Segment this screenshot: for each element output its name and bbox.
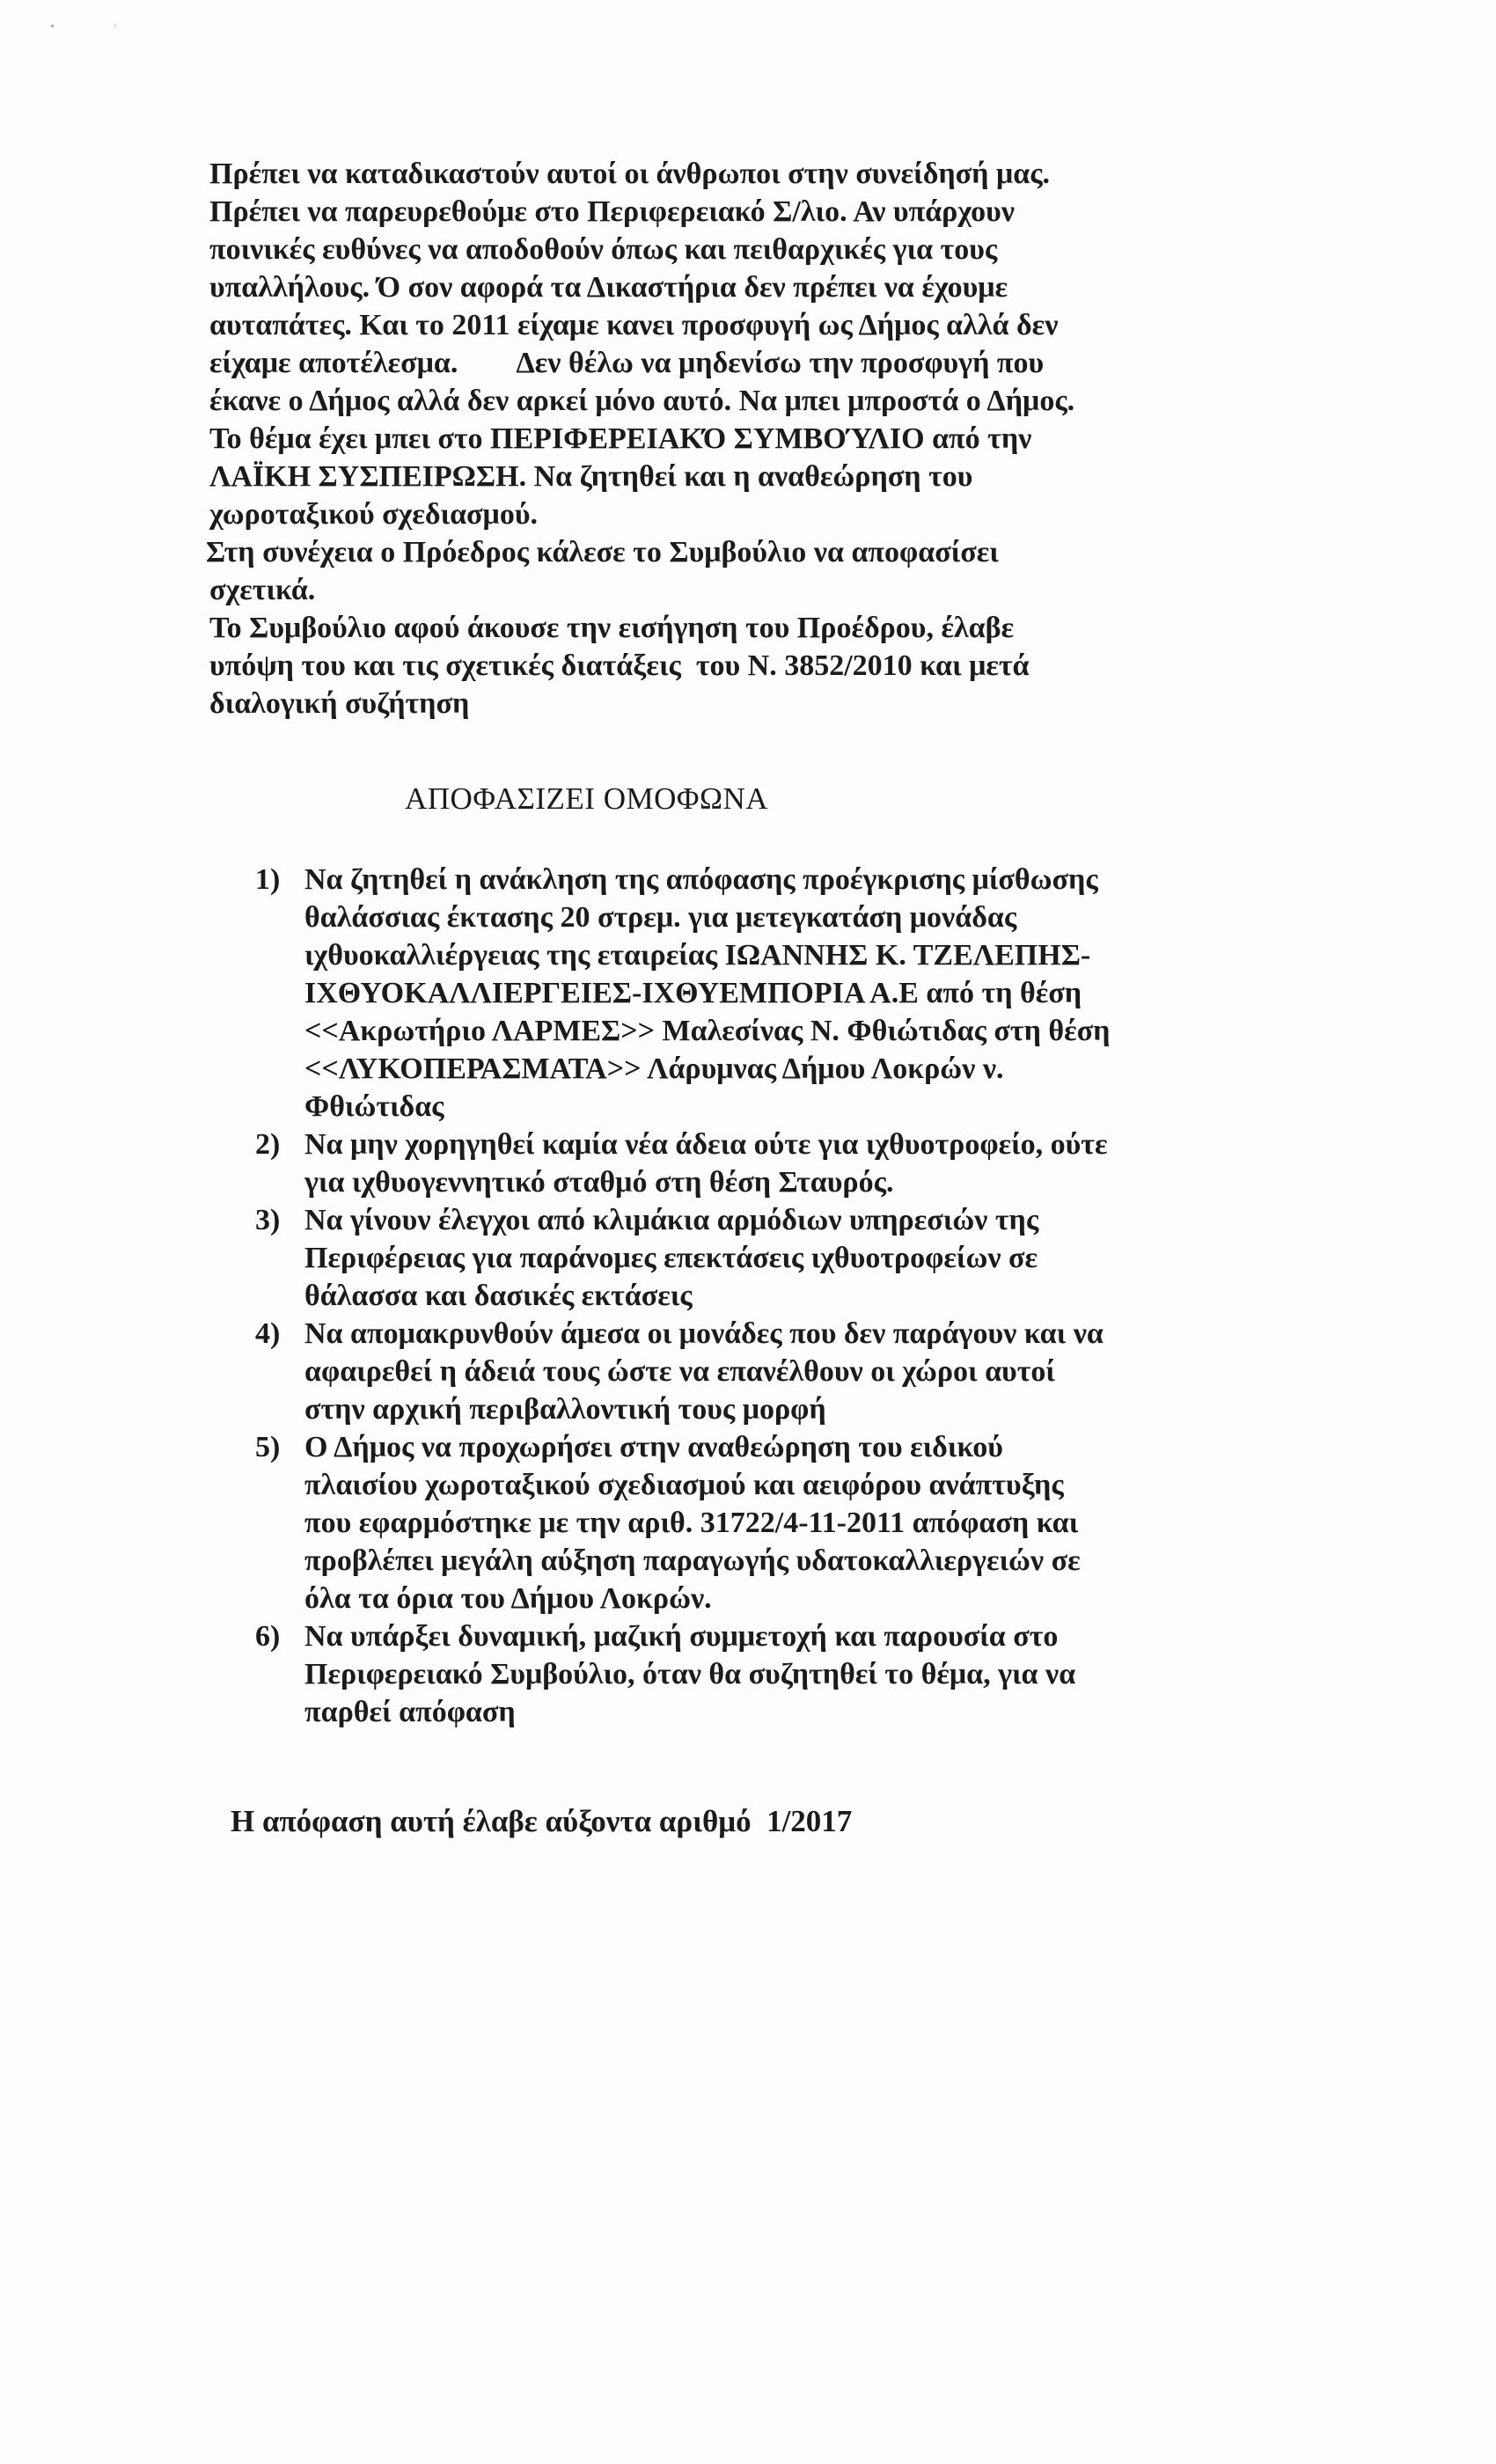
scan-speck bbox=[114, 25, 116, 26]
item-line: που εφαρμόστηκε με την αριθ. 31722/4-11-2011 απόφαση και bbox=[304, 1507, 1079, 1539]
item-line: Να ζητηθεί η ανάκληση της απόφασης προέγκρισης μίσθωσης bbox=[304, 863, 1098, 896]
item-line: Ο Δήμος να προχωρήσει στην αναθεώρηση του ειδικού bbox=[304, 1431, 1003, 1463]
item-number: 3) bbox=[255, 1204, 281, 1236]
intro-line: σχετικά. bbox=[209, 574, 316, 606]
item-line: Να υπάρξει δυναμική, μαζική συμμετοχή και παρουσία στο bbox=[304, 1620, 1059, 1653]
item-line: θάλασσα και δασικές εκτάσεις bbox=[304, 1280, 693, 1312]
item-number: 1) bbox=[255, 863, 281, 896]
item-line: προβλέπει μεγάλη αύξηση παραγωγής υδατοκαλλιεργειών σε bbox=[304, 1544, 1081, 1577]
item-line: Να μην χορηγηθεί καμία νέα άδεια ούτε για ιχθυοτροφείο, ούτε bbox=[304, 1128, 1108, 1161]
item-number: 6) bbox=[255, 1620, 281, 1653]
decision-item-2 bbox=[255, 1126, 1311, 1201]
item-line: θαλάσσιας έκτασης 20 στρεμ. για μετεγκατάση μονάδας bbox=[304, 901, 1017, 934]
decision-item-6 bbox=[255, 1617, 1311, 1731]
scan-speck bbox=[51, 25, 54, 27]
intro-line: Το θέμα έχει μπει στο ΠΕΡΙΦΕΡΕΙΑΚΌ ΣΥΜΒΟΎΛΙΟ από την bbox=[209, 422, 1032, 455]
intro-line: Πρέπει να παρευρεθούμε στο Περιφερειακό Σ/λιο. Αν υπάρχουν bbox=[209, 195, 1015, 228]
item-text bbox=[304, 861, 1311, 1126]
item-line: πλαισίου χωροταξικού σχεδιασμού και αειφόρου ανάπτυξης bbox=[304, 1469, 1064, 1501]
item-number: 4) bbox=[255, 1317, 281, 1350]
intro-line: χωροταξικού σχεδιασμού. bbox=[209, 498, 538, 531]
item-line: για ιχθυογεννητικό σταθμό στη θέση Σταυρός. bbox=[304, 1166, 894, 1199]
item-text bbox=[304, 1201, 1311, 1315]
intro-line: Στη συνέχεια ο Πρόεδρος κάλεσε το Συμβούλιο να αποφασίσει bbox=[206, 536, 999, 568]
item-text bbox=[304, 1315, 1311, 1428]
item-number: 5) bbox=[255, 1431, 281, 1463]
decision-list bbox=[255, 861, 1311, 1731]
intro-line: Πρέπει να καταδικαστούν αυτοί οι άνθρωποι στην συνείδησή μας. bbox=[209, 158, 1051, 190]
item-line: παρθεί απόφαση bbox=[304, 1696, 516, 1728]
intro-line: διαλογική συζήτηση bbox=[209, 687, 470, 720]
item-line: ιχθυοκαλλιέργειας της εταιρείας ΙΩΑΝΝΗΣ Κ. ΤΖΕΛΕΠΗΣ- bbox=[304, 939, 1091, 972]
intro-line: αυταπάτες. Και το 2011 είχαμε κανει προσφυγή ως Δήμος αλλά δεν bbox=[209, 309, 1059, 341]
item-line: Φθιώτιδας bbox=[304, 1090, 444, 1123]
item-line: <<Ακρωτήριο ΛΑΡΜΕΣ>> Μαλεσίνας Ν. Φθιώτιδας στη θέση bbox=[304, 1015, 1111, 1047]
decision-heading: ΑΠΟΦΑΣΙΖΕΙ ΟΜΟΦΩΝΑ bbox=[405, 781, 769, 816]
item-line: Περιφέρειας για παράνομες επεκτάσεις ιχθυοτροφείων σε bbox=[304, 1242, 1038, 1274]
intro-line: έκανε ο Δήμος αλλά δεν αρκεί μόνο αυτό. Να μπει μπροστά ο Δήμος. bbox=[209, 385, 1075, 417]
item-text bbox=[304, 1126, 1311, 1201]
intro-line: υπαλλήλους. Ό σον αφορά τα Δικαστήρια δεν πρέπει να έχουμε bbox=[209, 271, 1008, 304]
decision-item-3 bbox=[255, 1201, 1311, 1315]
item-line: <<ΛΥΚΟΠΕΡΑΣΜΑΤΑ>> Λάρυμνας Δήμου Λοκρών ν. bbox=[304, 1052, 1004, 1085]
item-line: αφαιρεθεί η άδειά τους ώστε να επανέλθουν οι χώροι αυτοί bbox=[304, 1355, 1055, 1388]
item-line: ΙΧΘΥΟΚΑΛΛΙΕΡΓΕΙΕΣ-ΙΧΘΥΕΜΠΟΡΙΑ Α.Ε από τη θέση bbox=[304, 977, 1082, 1009]
decision-number-statement: Η απόφαση αυτή έλαβε αύξοντα αριθμό 1/2017 bbox=[231, 1804, 853, 1838]
intro-line: ΛΑΪΚΗ ΣΥΣΠΕΙΡΩΣΗ. Να ζητηθεί και η αναθεώρηση του bbox=[209, 460, 973, 493]
item-line: Περιφερειακό Συμβούλιο, όταν θα συζητηθεί το θέμα, για να bbox=[304, 1658, 1076, 1690]
decision-item-1 bbox=[255, 861, 1311, 1126]
intro-line: υπόψη του και τις σχετικές διατάξεις του Ν. 3852/2010 και μετά bbox=[209, 649, 1030, 682]
decision-item-4 bbox=[255, 1315, 1311, 1428]
item-text bbox=[304, 1617, 1311, 1731]
decision-item-5 bbox=[255, 1428, 1311, 1617]
intro-line: είχαμε αποτέλεσμα. Δεν θέλω να μηδενίσω την προσφυγή που bbox=[209, 347, 1045, 379]
intro-paragraph bbox=[206, 155, 1075, 722]
intro-line: ποινικές ευθύνες να αποδοθούν όπως και πειθαρχικές για τους bbox=[209, 233, 998, 266]
intro-line: Το Συμβούλιο αφού άκουσε την εισήγηση του Προέδρου, έλαβε bbox=[209, 612, 1015, 644]
item-line: Να γίνουν έλεγχοι από κλιμάκια αρμόδιων υπηρεσιών της bbox=[304, 1204, 1039, 1236]
item-text bbox=[304, 1428, 1311, 1617]
item-number: 2) bbox=[255, 1128, 281, 1161]
item-line: Να απομακρυνθούν άμεσα οι μονάδες που δεν παράγουν και να bbox=[304, 1317, 1104, 1350]
item-line: στην αρχική περιβαλλοντική τους μορφή bbox=[304, 1393, 826, 1426]
item-line: όλα τα όρια του Δήμου Λοκρών. bbox=[304, 1582, 712, 1615]
